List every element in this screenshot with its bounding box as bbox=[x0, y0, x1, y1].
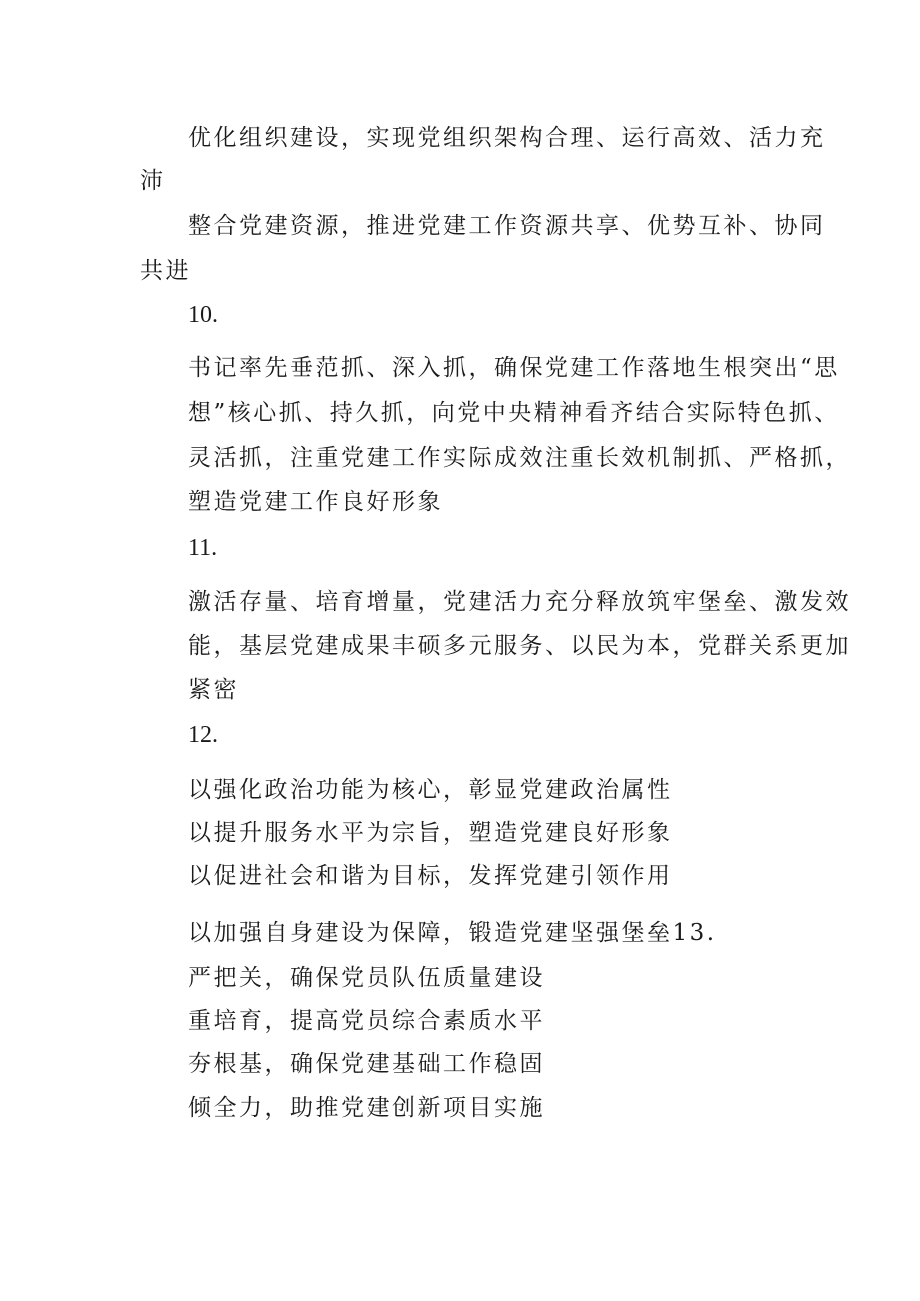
list-item: 倾全力，助推党建创新项目实施 bbox=[188, 1095, 545, 1121]
list-item: 夯根基，确保党建基础工作稳固 bbox=[188, 1051, 545, 1077]
list-item: 以促进社会和谐为目标，发挥党建引领作用 bbox=[188, 863, 673, 889]
paragraph-line: 紧密 bbox=[188, 677, 239, 703]
paragraph-line: 书记率先垂范抓、深入抓，确保党建工作落地生根突出“思 bbox=[188, 355, 840, 381]
list-item: 以提升服务水平为宗旨，塑造党建良好形象 bbox=[188, 820, 673, 846]
section-number: 11. bbox=[188, 535, 218, 561]
paragraph-line: 整合党建资源，推进党建工作资源共享、优势互补、协同 bbox=[188, 213, 826, 239]
list-item: 以加强自身建设为保障，锻造党建坚强堡垒13. bbox=[188, 920, 717, 946]
paragraph-line: 沛 bbox=[140, 168, 166, 194]
paragraph-line: 优化组织建设，实现党组织架构合理、运行高效、活力充 bbox=[188, 125, 826, 151]
section-number: 10. bbox=[188, 302, 218, 328]
paragraph-line: 想”核心抓、持久抓，向党中央精神看齐结合实际特色抓、 bbox=[188, 400, 840, 426]
list-item: 严把关，确保党员队伍质量建设 bbox=[188, 965, 545, 991]
list-item: 以强化政治功能为核心，彰显党建政治属性 bbox=[188, 777, 673, 803]
section-number: 12. bbox=[188, 722, 218, 748]
paragraph-line: 激活存量、培育增量，党建活力充分释放筑牢堡垒、激发效 bbox=[188, 589, 851, 615]
paragraph-line: 共进 bbox=[140, 258, 191, 284]
paragraph-line: 塑造党建工作良好形象 bbox=[188, 489, 443, 515]
list-item: 重培育，提高党员综合素质水平 bbox=[188, 1008, 545, 1034]
paragraph-line: 能，基层党建成果丰硕多元服务、以民为本，党群关系更加 bbox=[188, 633, 851, 659]
paragraph-line: 灵活抓，注重党建工作实际成效注重长效机制抓、严格抓， bbox=[188, 445, 851, 471]
